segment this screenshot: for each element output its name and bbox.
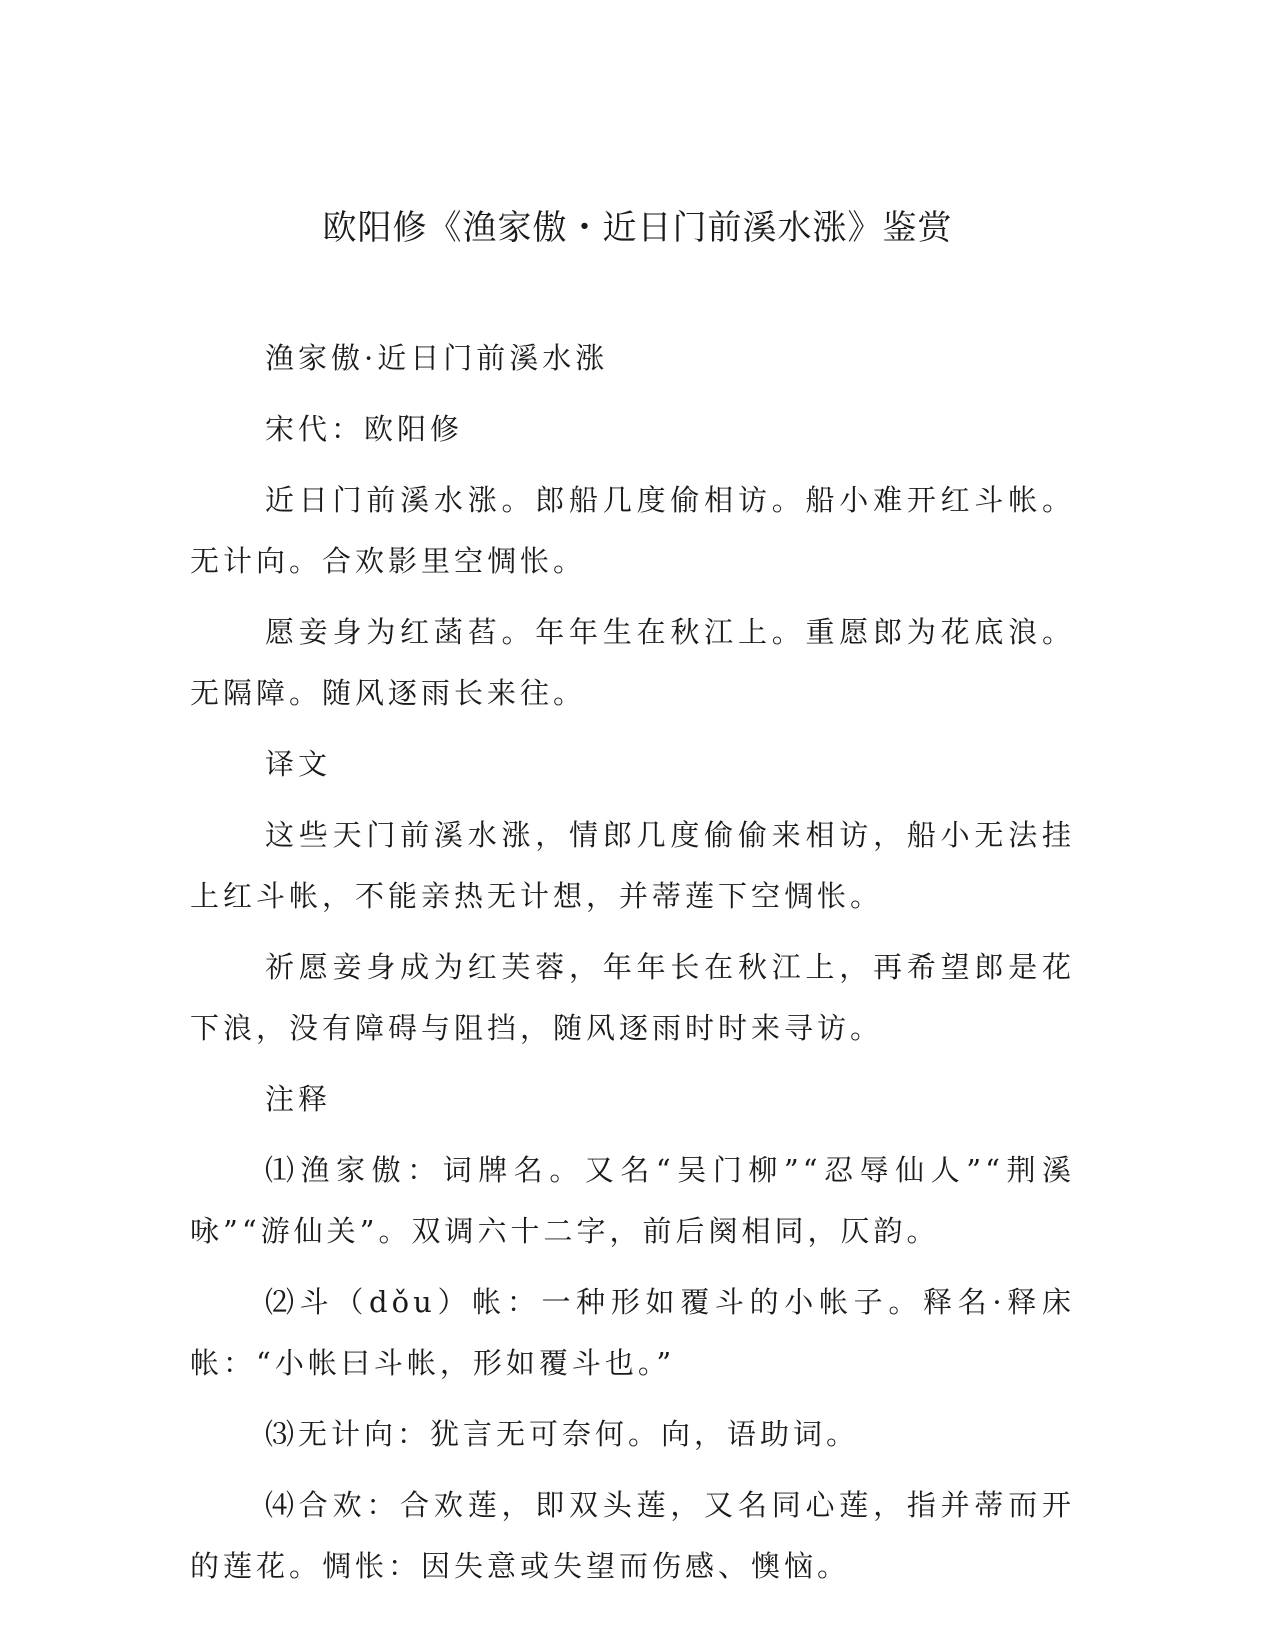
- poem-title: 渔家傲·近日门前溪水涨: [265, 341, 609, 375]
- poem-stanza-1: 近日门前溪水涨。郎船几度偷相访。船小难开红斗帐。无计向。合欢影里空惆怅。: [190, 483, 1075, 578]
- notes-heading: 注释: [265, 1082, 332, 1116]
- document-body: [190, 328, 1075, 1607]
- poem-stanza-2: 愿妾身为红菡萏。年年生在秋江上。重愿郎为花底浪。无隔障。随风逐雨长来往。: [190, 615, 1075, 710]
- translation-paragraph-2: 祈愿妾身成为红芙蓉，年年长在秋江上，再希望郎是花下浪，没有障碍与阻挡，随风逐雨时时来寻访。: [190, 950, 1075, 1045]
- note-4: ⑷合欢：合欢莲，即双头莲，又名同心莲，指并蒂而开的莲花。惆怅：因失意或失望而伤感、懊恼。: [190, 1488, 1075, 1583]
- note-2: ⑵斗（dǒu）帐：一种形如覆斗的小帐子。释名·释床帐：“小帐曰斗帐，形如覆斗也。”: [190, 1285, 1075, 1380]
- translation-heading: 译文: [265, 747, 332, 781]
- translation-paragraph-1: 这些天门前溪水涨，情郎几度偷偷来相访，船小无法挂上红斗帐，不能亲热无计想，并蒂莲下空惆怅。: [190, 818, 1075, 913]
- note-1: ⑴渔家傲：词牌名。又名“吴门柳”“忍辱仙人”“荆溪咏”“游仙关”。双调六十二字，前后阕相同，仄韵。: [190, 1153, 1075, 1248]
- poem-author: 宋代：欧阳修: [265, 412, 464, 446]
- document-title: 欧阳修《渔家傲・近日门前溪水涨》鉴赏: [322, 208, 953, 248]
- note-3: ⑶无计向：犹言无可奈何。向，语助词。: [265, 1417, 860, 1451]
